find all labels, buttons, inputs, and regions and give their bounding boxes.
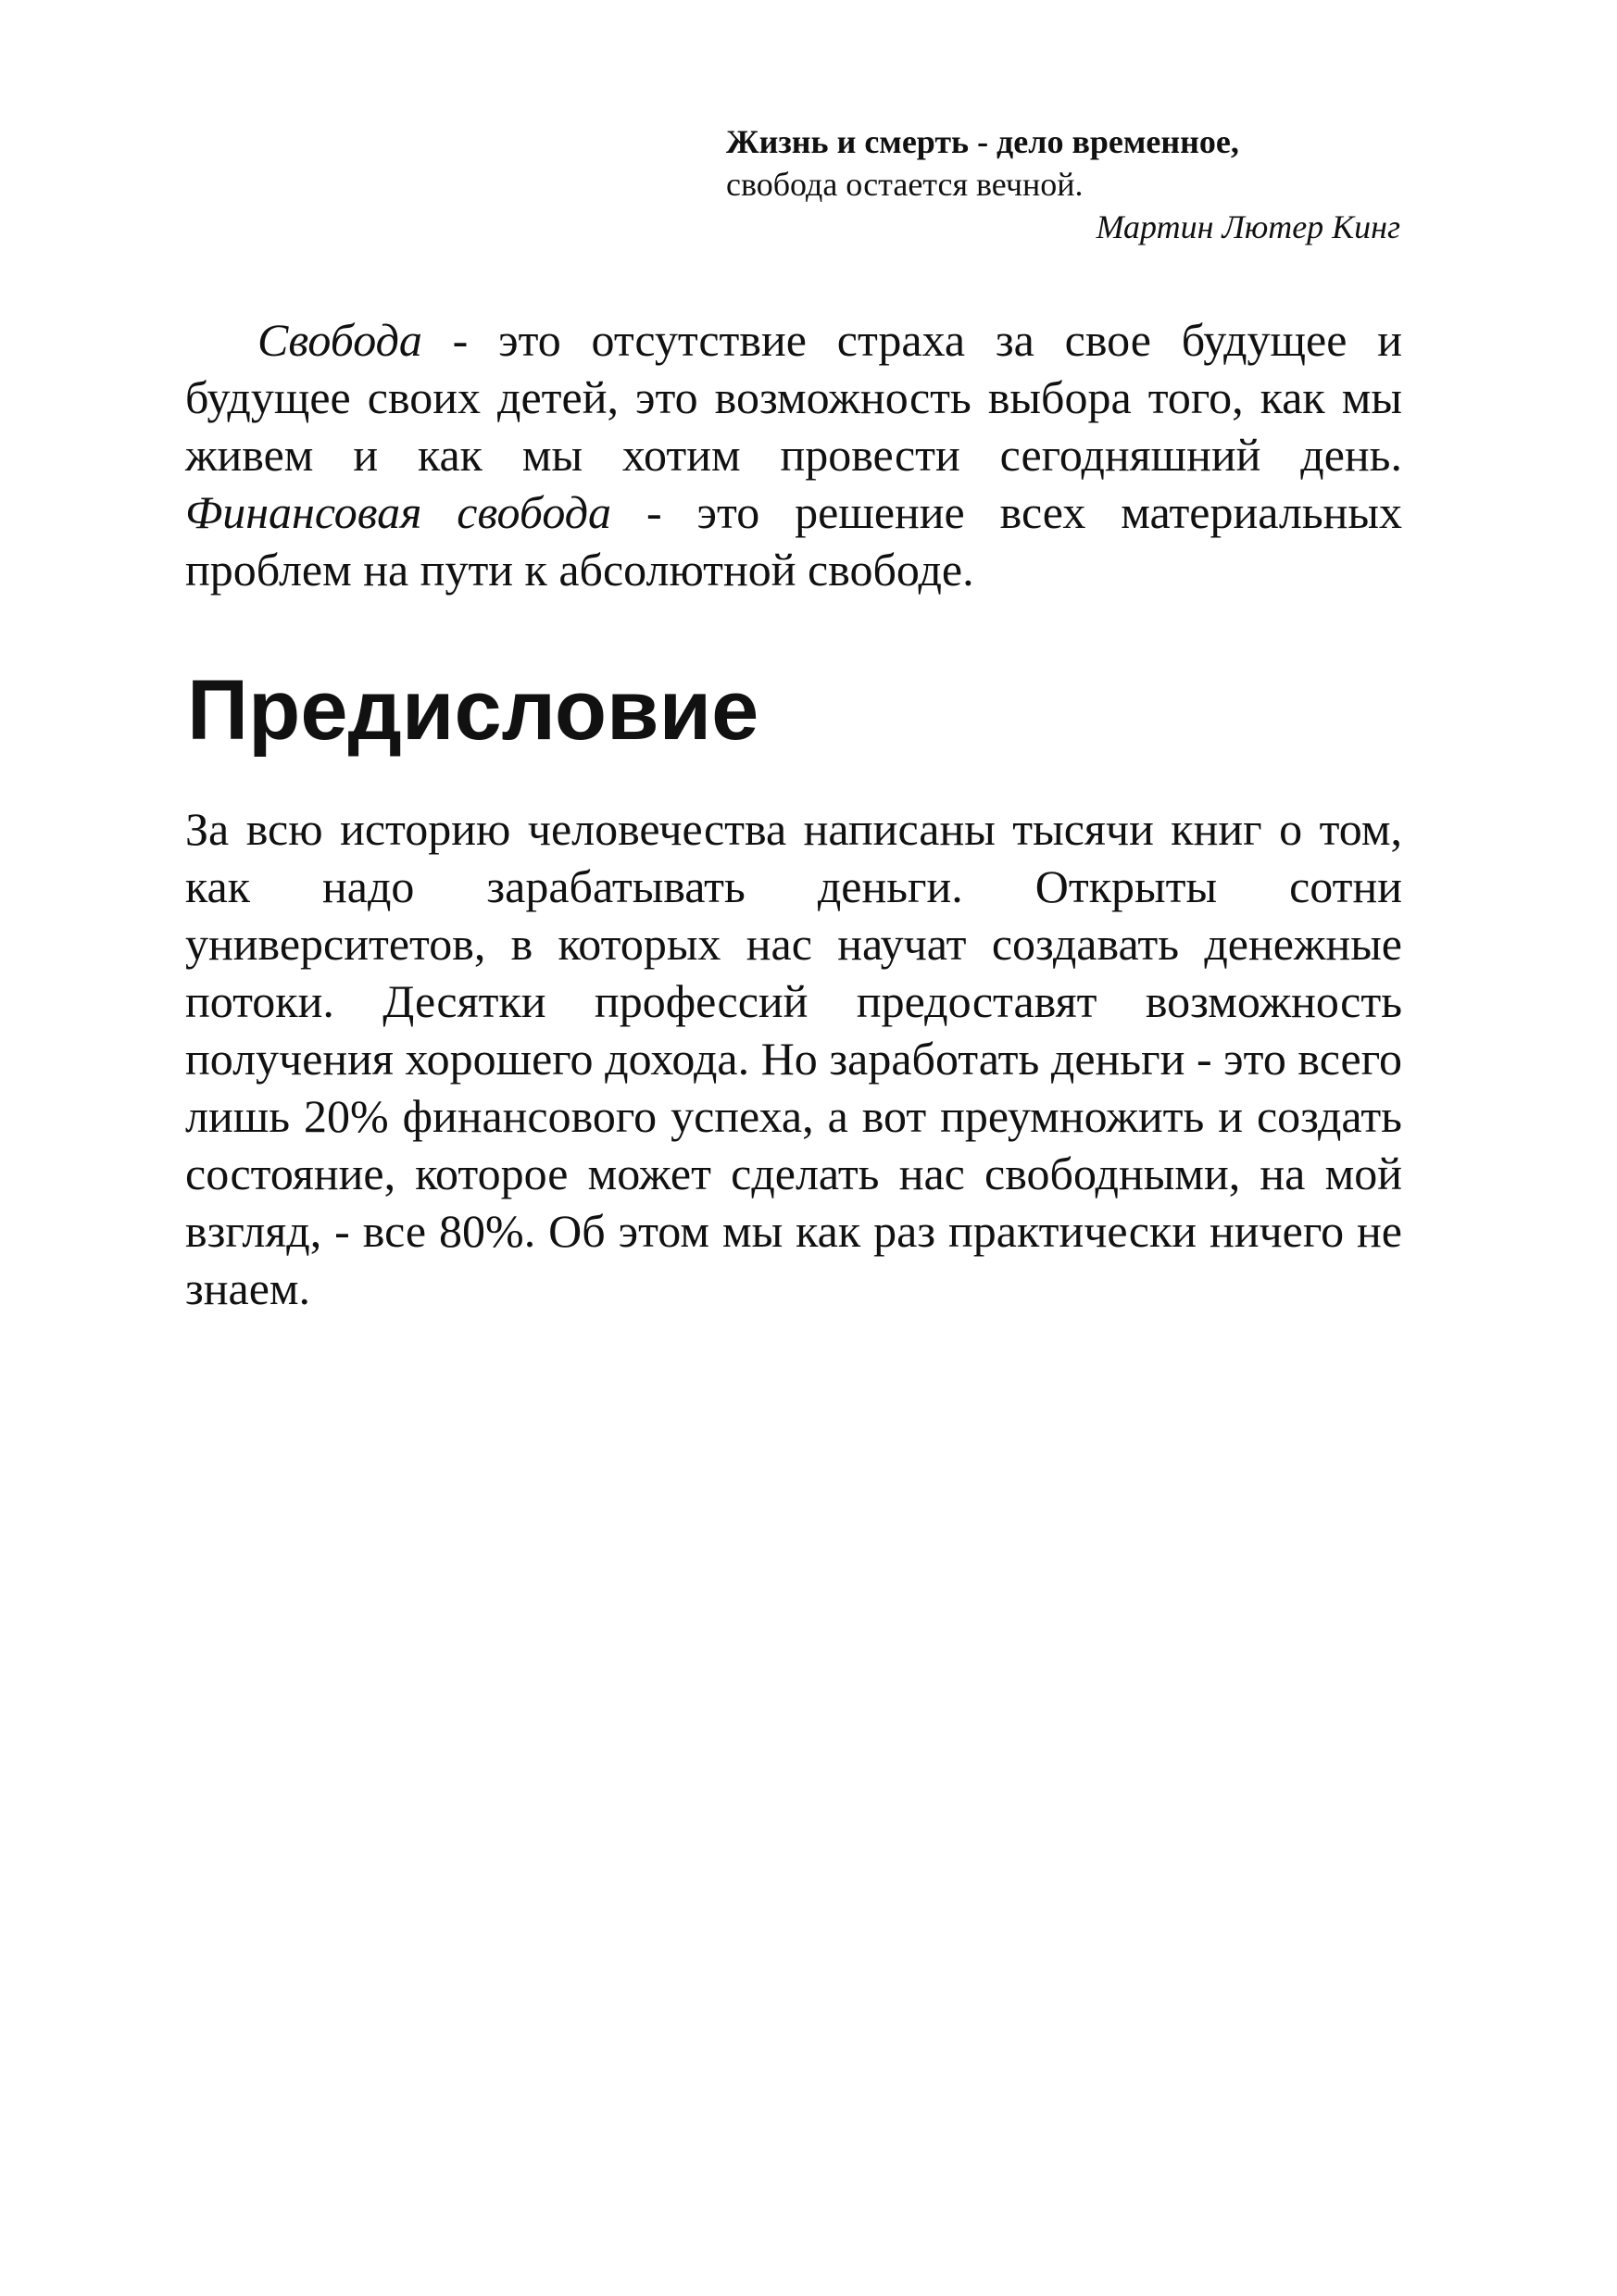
epigraph-line-1: Жизнь и смерть - дело временное, xyxy=(726,123,1239,160)
section-heading: Предисловие xyxy=(187,663,759,758)
intro-paragraph xyxy=(185,311,1402,598)
intro-text-2: - это решение всех материальных проблем на пути к абсолютной свободе. xyxy=(185,486,1402,596)
intro-term-freedom: Свобода xyxy=(257,314,422,366)
epigraph-author: Мартин Лютер Кинг xyxy=(1096,208,1400,245)
intro-term-financial-freedom: Финансовая свобода xyxy=(185,486,612,538)
foreword-paragraph: За всю историю человечества написаны тысячи книг о том, как надо зарабатывать деньги. Открыты сотни университетов, в которых нас научат создавать денежные потоки. Десятки профессий предоставят возможность получения хорошего дохода. Но заработать деньги - это всего лишь 20% финансового успеха, а вот преумножить и создать состояние, которое может сделать нас свободными, на мой взгляд, - все 80%. Об этом мы как раз практически ничего не знаем. xyxy=(185,803,1402,1314)
epigraph xyxy=(726,120,1411,248)
intro-text-1: - это отсутствие страха за свое будущее и будущее своих детей, это возможность выбора того, как мы живем и как мы хотим провести сегодняшний день. xyxy=(185,314,1402,481)
epigraph-line-2: свобода остается вечной. xyxy=(726,166,1084,203)
